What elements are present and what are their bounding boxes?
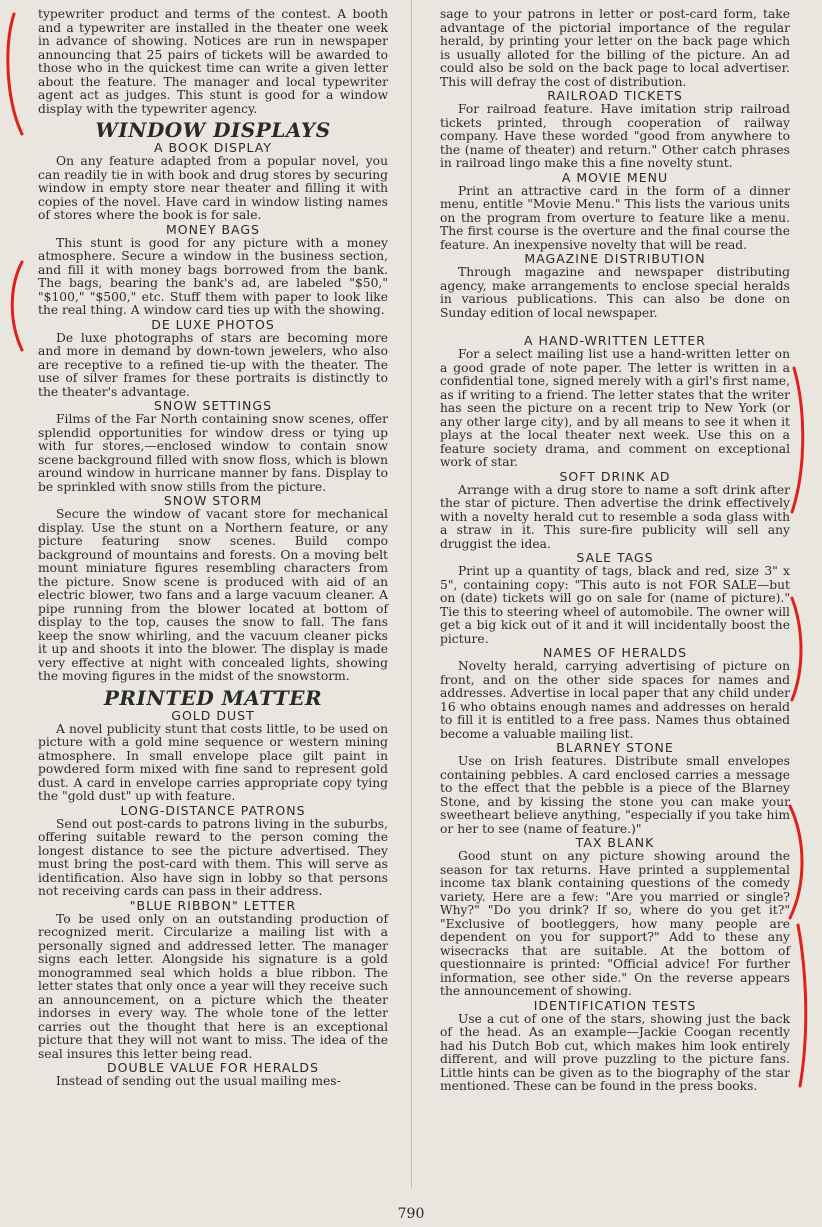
heading-de-luxe-photos: DE LUXE PHOTOS: [151, 316, 275, 332]
page-number: 790: [397, 1206, 425, 1222]
text-identification-tests: Use a cut of one of the stars, showing just the back of the head. As an example—Jackie Coogan recently had his Dutch Bob cut, which makes him look entirely different, and will prove puzzling to the picture fans. Little hints can be given as to the biography of the star mentioned. These can be found in the press books.: [440, 1011, 790, 1093]
text-snow-storm: Secure the window of vacant store for mechanical display. Use the stunt on a Northern feature, or any picture featuring snow scenes. Build compo background of mountains and forests. On a moving belt mount miniature figures resembling characters from the picture. Snow scene is produced with aid of an electric blower, two fans and a large vacuum cleaner. A pipe running from the blower located at bottom of display to the top, causes the snow to fall. The fans keep the snow whirling, and the vacuum cleaner picks it up and shoots it into the blower. The display is made very effective at night with concealed lights, showing the moving figures in the midst of the snowstorm.: [38, 507, 388, 683]
text-de-luxe-photos: De luxe photographs of stars are becoming more and more in demand by down-town jewelers, who also are receptive to a refined tie-up with the theater. The use of silver frames for these portraits is distinctly to the theater's advantage.: [38, 330, 388, 399]
heading-money-bags: MONEY BAGS: [165, 221, 260, 237]
heading-snow-storm: SNOW STORM: [163, 493, 263, 508]
heading-hand-written-letter: A HAND-WRITTEN LETTER: [524, 333, 706, 348]
margin-mark-intro: [8, 14, 22, 134]
text-double-value-heralds: Instead of sending out the usual mailing mes-: [56, 1074, 341, 1088]
text-book-display: On any feature adapted from a popular novel, you can readily tie in with book and drug stores by securing window in empty store near theater and filling it with copies of the novel. Have card in window listing names of stores where the book is for sale.: [38, 154, 388, 222]
text-magazine-distribution: Through magazine and newspaper distributing agency, make arrangements to enclose special heralds in various publications. This can also be done on Sunday edition of local newspaper.: [440, 265, 790, 320]
text-names-of-heralds: Novelty herald, carrying advertising of picture on front, and on the other side spaces for names and addresses. Advertise in local paper that any child under 16 who obtains enough names and addresses on herald to fill it is entitled to a free pass. Names thus obtained become a valuable mailing list.: [440, 659, 790, 741]
heading-soft-drink-ad: SOFT DRINK AD: [559, 468, 671, 484]
text-movie-menu: Print an attractive card in the form of a dinner menu, entitle "Movie Menu." This lists the various units on the program from overture to feature like a menu. The first course is the overture and the final course the feature. An inexpensive novelty that will be read.: [440, 183, 790, 252]
continued-paragraph: sage to your patrons in letter or post-card form, take advantage of the pictorial importance of the regular herald, by printing your letter on the back page which is usually alloted for the billing of the picture. An ad could also be sold on the back page to local advertiser. This will defray the cost of distribution.: [440, 7, 790, 89]
text-blarney-stone: Use on Irish features. Distribute small envelopes containing pebbles. A card enclosed carries a message to the effect that the pebble is a piece of the Blarney Stone, and by kissing the stone you can make your sweetheart believe anything, "especially if you take him or her to see (name of feature.)": [440, 754, 790, 836]
text-hand-written-letter: For a select mailing list use a hand-written letter on a good grade of note paper. The letter is written in a confidential tone, signed merely with a girl's first name, as if writing to a friend. The letter states that the writer has seen the picture on a recent trip to New York (or any other large city), and by all means to see it when it plays at the local theater next week. Use this on a feature society drama, and comment on exceptional work of star.: [440, 347, 790, 469]
text-gold-dust: A novel publicity stunt that costs little, to be used on picture with a gold mine sequence or western mining atmosphere. In small envelope place gilt paint in powdered form mixed with fine sand to represent gold dust. A card in envelope carries appropriate copy tying the "gold dust" up with feature.: [38, 721, 388, 803]
heading-magazine-distribution: MAGAZINE DISTRIBUTION: [524, 251, 706, 266]
section-title-printed-matter: PRINTED MATTER: [103, 685, 323, 710]
text-railroad-tickets: For railroad feature. Have imitation strip railroad tickets printed, through cooperation of railway company. Have these worded "good from anywhere to the (name of theater) and return." Other catch phrases in railroad lingo make this a fine novelty stunt.: [440, 102, 790, 170]
heading-tax-blank: TAX BLANK: [575, 835, 655, 850]
text-tax-blank: Good stunt on any picture showing around the season for tax returns. Have printed a supplemental income tax blank containing questions of the comedy variety. Here are a few: "Are you married or single? Why?" "Do you drink? If so, where do you get it?" "Exclusive of bootleggers, how many people are dependent on you for support?" Add to these any wisecracks that are suitable. At the bottom of questionnaire is printed: "Official advice! For further information, see other side." On the reverse appears the announcement of showing.: [440, 849, 790, 998]
heading-snow-settings: SNOW SETTINGS: [154, 398, 272, 413]
heading-double-value-heralds: DOUBLE VALUE FOR HERALDS: [107, 1060, 319, 1075]
heading-sale-tags: SALE TAGS: [576, 550, 654, 565]
section-title-window-displays: WINDOW DISPLAYS: [95, 118, 331, 142]
heading-blarney-stone: BLARNEY STONE: [556, 740, 674, 755]
heading-gold-dust: GOLD DUST: [171, 707, 255, 723]
margin-mark-blarney-stone: [790, 806, 802, 918]
text-money-bags: This stunt is good for any picture with a money atmosphere. Secure a window in the business section, and fill it with money bags borrowed from the bank. The bags, bearing the bank's ad, are labeled "$50," "$100," "$500," etc. Stuff them with paper to look like the real thing. A window card ties up with the showing.: [38, 235, 388, 317]
text-long-distance-patrons: Send out post-cards to patrons living in the suburbs, offering suitable reward to the person coming the longest distance to see the picture advertised. They must bring the post-card with them. This will serve as identification. Also have sign in lobby so that persons not receiving cards can pass in their address.: [38, 816, 388, 898]
margin-mark-hand-written-letter: [792, 368, 803, 512]
text-soft-drink-ad: Arrange with a drug store to name a soft drink after the star of picture. Then advertise the drink effectively with a novelty herald cut to resemble a soda glass with a straw in it. This sure-fire publicity will sell any druggist the idea.: [440, 482, 790, 551]
heading-movie-menu: A MOVIE MENU: [561, 169, 669, 185]
heading-blue-ribbon-letter: "BLUE RIBBON" LETTER: [129, 897, 297, 913]
heading-railroad-tickets: RAILROAD TICKETS: [547, 88, 683, 103]
heading-long-distance-patrons: LONG-DISTANCE PATRONS: [120, 802, 306, 818]
text-snow-settings: Films of the Far North containing snow scenes, offer splendid opportunities for window dress or tying up with fur stores,—enclosed window to contain snow scene background filled with snow floss, which is blown around window in hurricane manner by fans. Display to be sprinkled with snow stills from the picture.: [38, 412, 388, 494]
text-sale-tags: Print up a quantity of tags, black and red, size 3" x 5", containing copy: "This auto is not FOR SALE—but on (date) tickets will go on sale for (name of picture)." Tie this to steering wheel of automobile. The owner will get a big kick out of it and it will incidentally boost the picture.: [440, 564, 790, 646]
margin-mark-tax-blank: [798, 925, 806, 1086]
heading-names-of-heralds: NAMES OF HERALDS: [542, 645, 688, 660]
heading-identification-tests: IDENTIFICATION TESTS: [533, 997, 697, 1013]
margin-mark-sale-tags: [792, 598, 801, 700]
intro-paragraph: typewriter product and terms of the contest. A booth and a typewriter are installed in the theater one week in advance of showing. Notices are run in newspaper announcing that 25 pairs of tickets will be awarded to those who in the quickest time can write a given letter about the feature. The manager and local typewriter agent act as judges. This stunt is good for a window display with the typewriter agency.: [38, 7, 388, 116]
margin-mark-money-bags: [12, 262, 22, 350]
text-blue-ribbon-letter: To be used only on an outstanding production of recognized merit. Circularize a mailing list with a personally signed and addressed letter. The manager signs each letter. Alongside his signature is a gold monogrammed seal which holds a blue ribbon. The letter states that only once a year will they receive such an announcement, on a picture which the theater indorses in every way. The whole tone of the letter carries out the thought that here is an exceptional picture that they will not want to miss. The idea of the seal insures this letter being read.: [38, 911, 388, 1061]
heading-book-display: A BOOK DISPLAY: [154, 140, 272, 155]
